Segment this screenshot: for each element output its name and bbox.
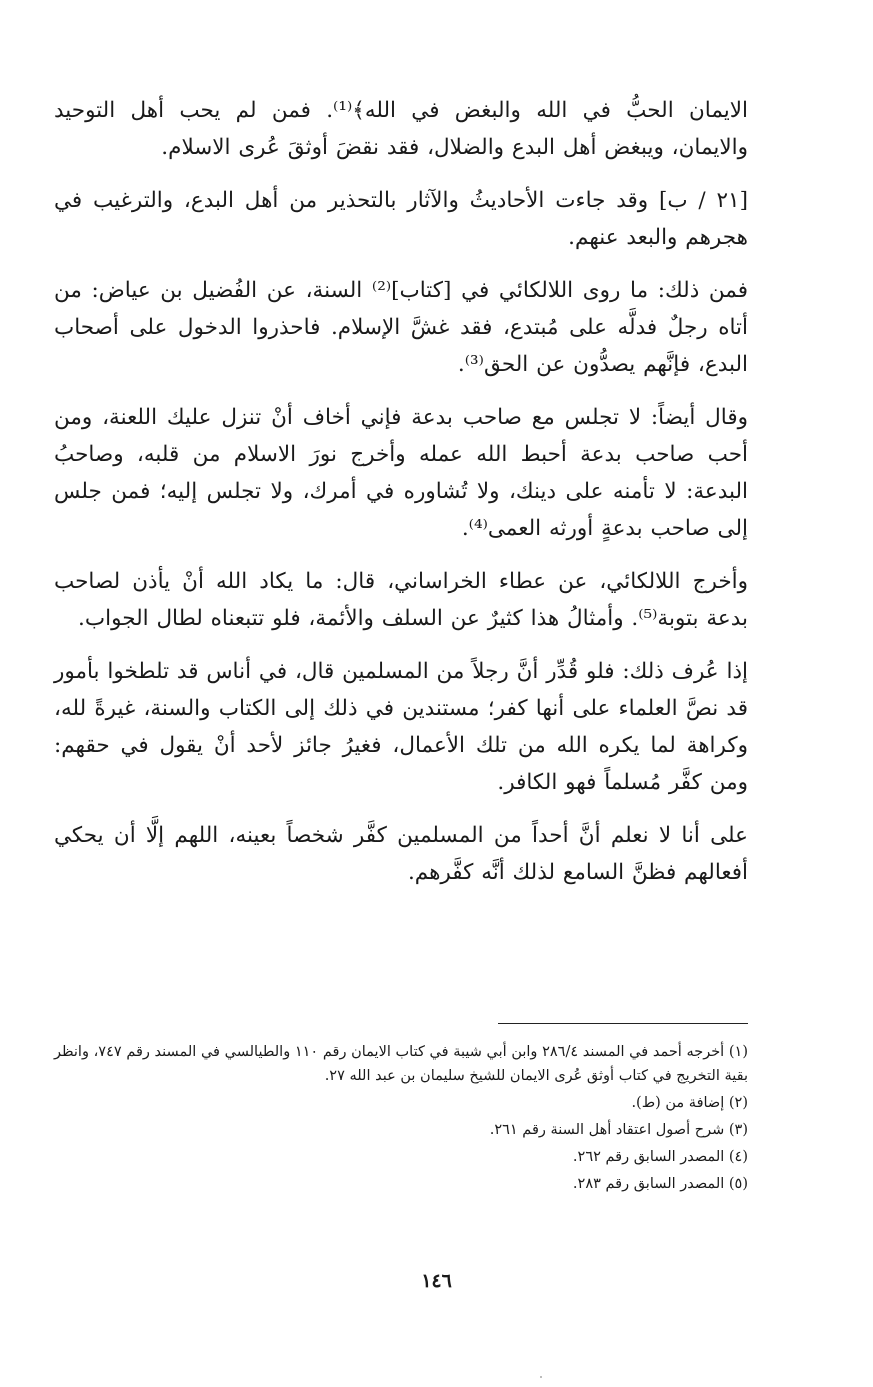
footnote-2: (٢) إضافة من (ط).	[631, 1095, 748, 1111]
paragraph-1: الايمان الحبُّ في الله والبغض في الله﴾⁽¹⁾. فمن لم يحب أهل التوحيد والايمان، ويبغض أهل البدع والضلال، فقد نقضَ أوثقَ عُرى الاسلام.	[54, 98, 748, 160]
paragraph-4: وقال أيضاً: لا تجلس مع صاحب بدعة فإني أخاف أنْ تنزل عليك اللعنة، ومن أحب صاحب بدعة أحبط الله عمله وأخرج نورَ الاسلام من قلبه، وصاحبُ البدعة: لا تأمنه على دينك، ولا تُشاوره في أمرك، ولا تجلس إليه؛ فمن جلس إلى صاحب بدعةٍ أورثه العمى⁽⁴⁾.	[54, 405, 748, 541]
footnotes	[54, 1040, 748, 1199]
footnote-5: (٥) المصدر السابق رقم ٢٨٣.	[572, 1176, 748, 1192]
paragraph-6: إذا عُرف ذلك: فلو قُدِّر أنَّ رجلاً من المسلمين قال، في أناس قد تلطخوا بأمور قد نصَّ العلماء على أنها كفر؛ مستندين في ذلك إلى الكتاب والسنة، غيرةً لله، وكراهة لما يكره الله من تلك الأعمال، فغيرُ جائز لأحد أنْ يقول في حقهم: ومن كفَّر مُسلماً فهو الكافر.	[54, 659, 748, 795]
paragraph-2: [٢١ / ب] وقد جاءت الأحاديثُ والآثار بالتحذير من أهل البدع، والترغيب في هجرهم والبعد عنهم.	[54, 188, 748, 250]
page-number: ١٤٦	[421, 1270, 452, 1292]
main-text-body	[54, 92, 748, 907]
footnote-3: (٣) شرح أصول اعتقاد أهل السنة رقم ٢٦١.	[489, 1122, 748, 1138]
paragraph-7: على أنا لا نعلم أنَّ أحداً من المسلمين كفَّر شخصاً بعينه، اللهم إلَّا أن يحكي أفعالهم فظنَّ السامع لذلك أنَّه كفَّرهم.	[54, 823, 748, 885]
footnote-divider	[498, 1023, 748, 1024]
footnote-1: (١) أخرجه أحمد في المسند ٢٨٦/٤ وابن أبي شيبة في كتاب الايمان رقم ١١٠ والطيالسي في المسند رقم ٧٤٧، وانظر بقية التخريج في كتاب أوثق عُرى الايمان للشيخ سليمان بن عبد الله ٢٧.	[54, 1044, 748, 1084]
paragraph-3: فمن ذلك: ما روى اللالكائي في [كتاب]⁽²⁾ السنة، عن الفُضيل بن عياض: من أتاه رجلٌ فدلَّه على مُبتدع، فقد غشَّ الإسلام. فاحذروا الدخول على أصحاب البدع، فإنَّهم يصدُّون عن الحق⁽³⁾.	[54, 278, 748, 377]
scan-speck	[540, 1376, 542, 1378]
footnote-4: (٤) المصدر السابق رقم ٢٦٢.	[572, 1149, 748, 1165]
paragraph-5: وأخرج اللالكائي، عن عطاء الخراساني، قال: ما يكاد الله أنْ يأذن لصاحب بدعة بتوبة⁽⁵⁾. وأمثالُ هذا كثيرٌ عن السلف والأئمة، فلو تتبعناه لطال الجواب.	[54, 569, 748, 631]
